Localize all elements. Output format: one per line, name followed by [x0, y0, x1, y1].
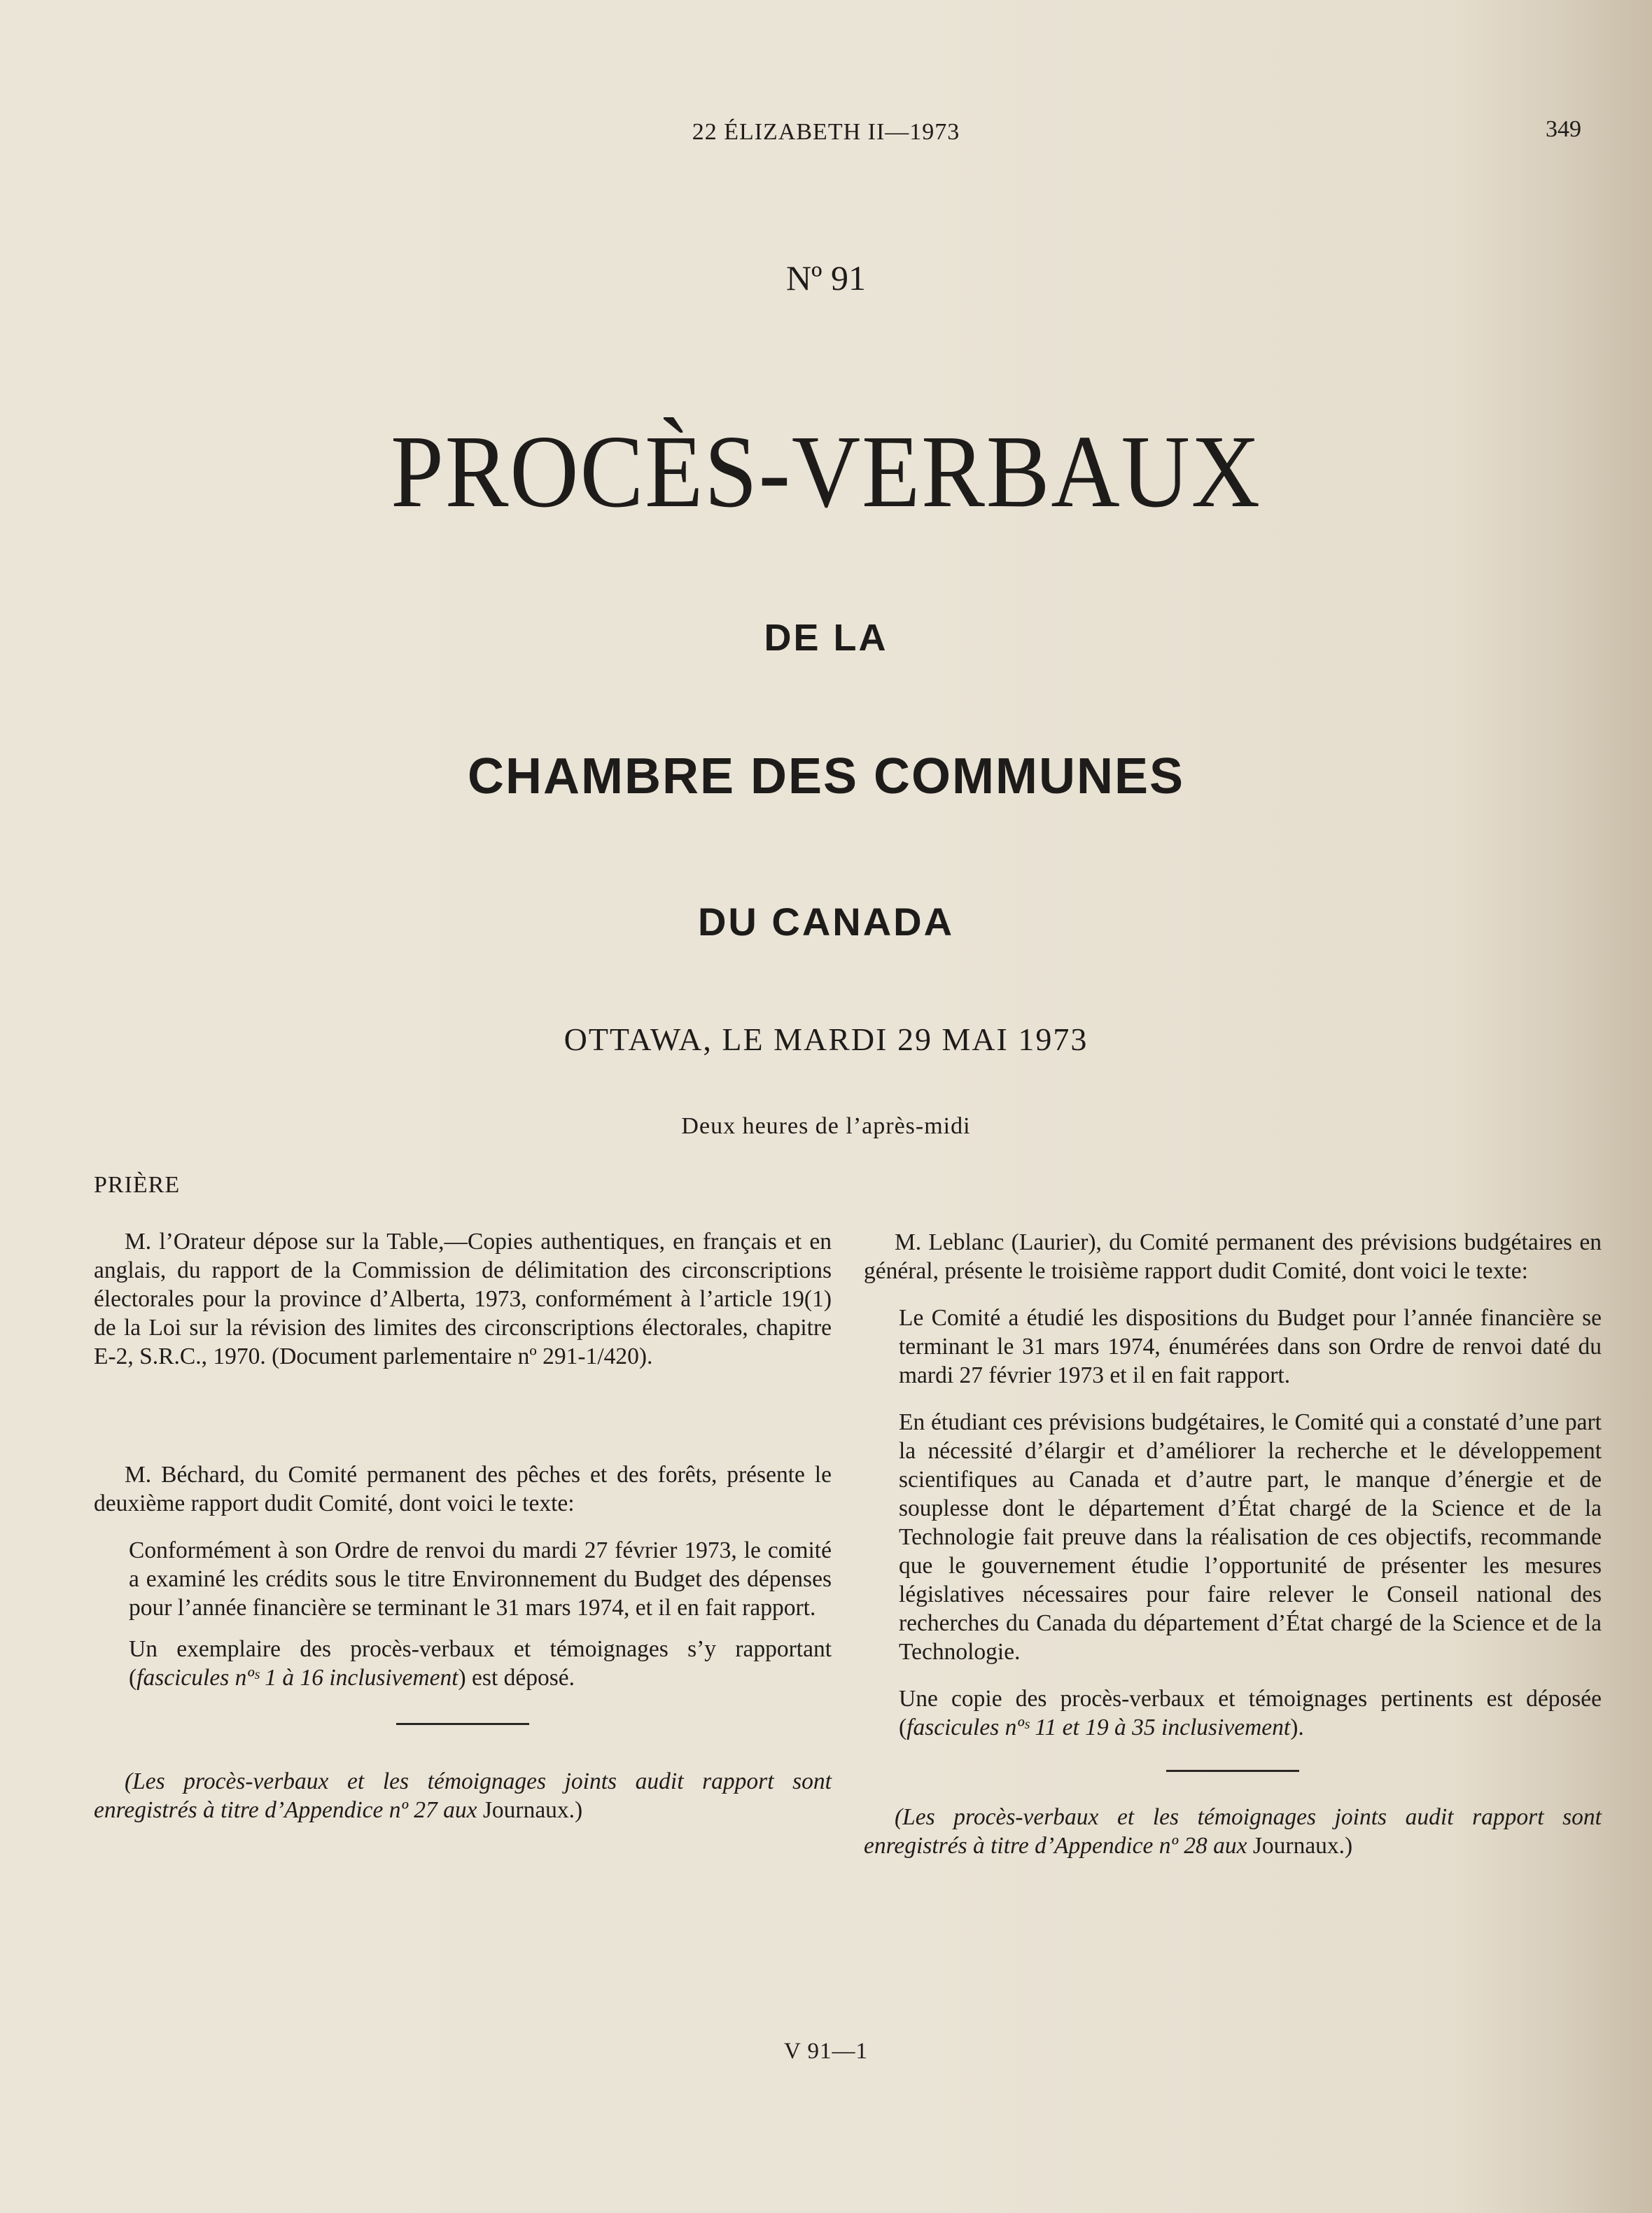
main-title: PROCÈS-VERBAUX	[391, 414, 1261, 529]
bechard-report-intro: M. Béchard, du Comité permanent des pêches et des forêts, présente le deuxième rapport dudit Comité, dont voici le texte:	[94, 1462, 832, 1516]
right-column	[864, 1171, 1602, 1860]
bechard-fascicules: fascicules nºˢ 1 à 16 inclusivement	[136, 1665, 458, 1691]
left-column	[94, 1171, 832, 1824]
prayer-heading: PRIÈRE	[94, 1172, 181, 1198]
bechard-report-text: Conformément à son Ordre de renvoi du mardi 27 février 1973, le comité a examiné les crédits sous le titre Environnement du Budget des dépenses pour l’année financière se terminant le 31 mars 1974, et il en fait rapport.	[129, 1537, 832, 1621]
running-head: 22 ÉLIZABETH II—1973	[692, 119, 960, 145]
dateline: OTTAWA, LE MARDI 29 MAI 1973	[564, 1021, 1088, 1057]
leblanc-report-text: Le Comité a étudié les dispositions du Budget pour l’année financière se terminant le 31 mars 1974, énumérées dans son Ordre de renvoi daté du mardi 27 février 1973 et il en fait rapport.	[899, 1305, 1602, 1388]
page-number: 349	[1546, 116, 1581, 142]
leblanc-report-tabling: Une copie des procès-verbaux et témoignages pertinents est déposée (fascicules nºˢ 11 et 19 à 35 inclusivement).	[899, 1686, 1602, 1740]
bechard-report-tabling: Un exemplaire des procès-verbaux et témoignages s’y rapportant (fascicules nºˢ 1 à 16 inclusivement) est déposé.	[129, 1636, 832, 1691]
sitting-time: Deux heures de l’après-midi	[681, 1113, 971, 1139]
bleed-through-left	[84, 203, 840, 1253]
title-line-chambre: CHAMBRE DES COMMUNES	[467, 748, 1185, 804]
leblanc-report-intro: M. Leblanc (Laurier), du Comité permanent des prévisions budgétaires en général, présente le troisième rapport dudit Comité, dont voici le texte:	[864, 1229, 1602, 1284]
appendix-note-27: (Les procès-verbaux et les témoignages joints audit rapport sont enregistrés à titre d’Appendice nº 27 aux Journaux.)	[94, 1768, 832, 1823]
signature-mark: V 91—1	[784, 2039, 868, 2064]
title-line-de-la: DE LA	[764, 617, 888, 659]
issue-number: Nº 91	[785, 258, 867, 298]
appendix-note-28: (Les procès-verbaux et les témoignages joints audit rapport sont enregistrés à titre d’Appendice nº 28 aux Journaux.)	[864, 1804, 1602, 1859]
leblanc-recommendation: En étudiant ces prévisions budgétaires, le Comité qui a constaté d’une part la nécessité d’élargir et d’améliorer la recherche et le développement scientifiques au Canada et d’autre part, le manque d’énergie et de souplesse dont le département d’État chargé de la Science et de la Technologie fait preuve dans la réalisation de ces objectifs, recommande que le gouvernement étudie l’opportunité de présenter les mesures législatives nécessaires pour faire relever le Conseil national des recherches du Canada du département d’État chargé de la Science et de la Technologie.	[899, 1409, 1602, 1665]
title-line-canada: DU CANADA	[697, 900, 955, 944]
leblanc-fascicules: fascicules nºˢ 11 et 19 à 35 inclusivement	[906, 1715, 1291, 1740]
tabling-paragraph: M. l’Orateur dépose sur la Table,—Copies authentiques, en français et en anglais, du rapport de la Commission de délimitation des circonscriptions électorales pour la province d’Alberta, 1973, conformément à l’article 19(1) de la Loi sur la révision des limites des circonscriptions électorales, chapitre E-2, S.R.C., 1970. (Document parlementaire nº 291-1/420).	[94, 1229, 832, 1369]
